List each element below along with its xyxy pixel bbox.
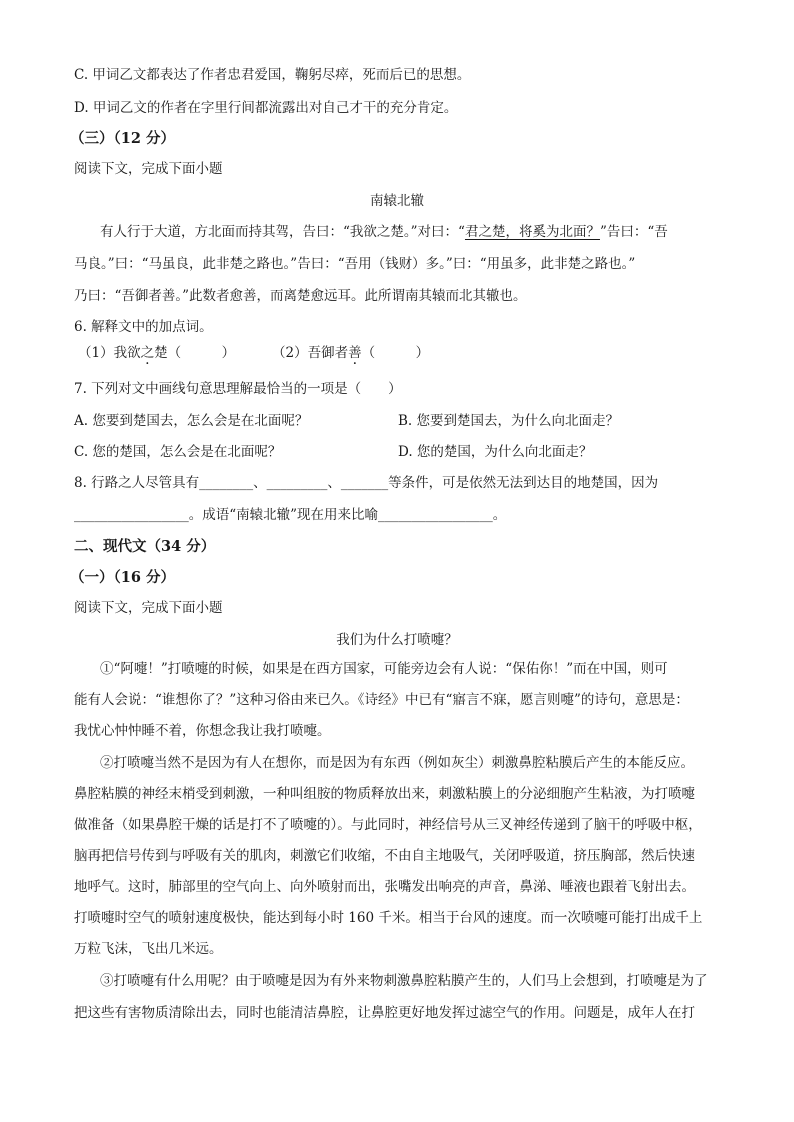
option-c: C. 甲词乙文都表达了作者忠君爱国，鞠躬尽瘁，死而后已的思想。: [74, 67, 471, 83]
question-6-1: （1）我欲之楚（ ）: [78, 345, 236, 361]
dotted-word: 之: [140, 345, 155, 361]
paragraph-line: 脑再把信号传到与呼吸有关的肌肉，刺激它们收缩，不由自主地吸气，关闭呼吸道，挤压胸部，然后快速: [74, 848, 695, 864]
underlined-sentence: 君之楚，将奚为北面？: [464, 224, 600, 240]
paragraph-line: 地呼气。这时，肺部里的空气向上、向外喷射而出，张嘴发出响亮的声音，鼻涕、唾液也跟着飞射出去。: [74, 879, 695, 895]
part-2-heading: 二、现代文（34 分）: [74, 538, 216, 555]
passage-title: 南辕北辙: [370, 193, 424, 209]
question-8-line-1: 8. 行路之人尽管具有________、_________、_______等条件，可是依然无法到达目的地楚国，因为: [74, 475, 659, 491]
subsection-1-heading: （一）（16 分）: [70, 569, 175, 586]
paragraph-line: 我忧心忡忡睡不着，你想念我让我打喷嚏。: [74, 723, 331, 739]
question-8-line-2: _________________。成语“南辕北辙”现在用来比喻_________________。: [74, 507, 507, 523]
paragraph-line: 打喷嚏时空气的喷射速度极快，能达到每小时 160 千米。相当于台风的速度。而一次喷嚏可能打出成千上: [74, 910, 703, 926]
question-7: 7. 下列对文中画线句意思理解最恰当的一项是（ ）: [74, 381, 402, 397]
paragraph-line: ①“阿嚏！”打喷嚏的时候，如果是在西方国家，可能旁边会有人说：“保佑你！”而在中国，则可: [100, 661, 668, 677]
section-3-heading: （三）（12 分）: [70, 130, 175, 147]
question-6-2: （2）吾御者善（ ）: [272, 345, 430, 361]
paragraph-line: 万粒飞沫，飞出几米远。: [74, 941, 223, 957]
dotted-word: 善: [348, 345, 362, 361]
passage-text: ”告曰：“吾: [599, 224, 668, 240]
paragraph-line: 做准备（如果鼻腔干燥的话是打不了喷嚏的）。与此同时，神经信号从三叉神经传递到了脑干的呼吸中枢，: [74, 817, 702, 833]
paragraph-line: 把这些有害物质清除出去，同时也能清洁鼻腔，让鼻腔更好地发挥过滤空气的作用。问题是，成年人在打: [74, 1005, 695, 1021]
question-7-option-c: C. 您的楚国，怎么会是在北面呢？: [74, 444, 282, 460]
question-7-option-d: D. 您的楚国，为什么向北面走？: [398, 444, 593, 460]
reading-instruction: 阅读下文，完成下面小题: [74, 161, 223, 177]
question-7-option-b: B. 您要到楚国去，为什么向北面走？: [398, 413, 620, 429]
paragraph-line: ③打喷嚏有什么用呢？由于喷嚏是因为有外来物刺激鼻腔粘膜产生的，人们马上会想到，打喷嚏是为了: [100, 973, 708, 989]
question-7-option-a: A. 您要到楚国去，怎么会是在北面呢？: [74, 413, 309, 429]
option-d: D. 甲词乙文的作者在字里行间都流露出对自己才干的充分肯定。: [74, 100, 458, 116]
passage-line-3: 乃曰：“吾御者善。”此数者愈善，而离楚愈远耳。此所谓南其辕而北其辙也。: [74, 288, 527, 304]
paragraph-line: ②打喷嚏当然不是因为有人在想你，而是因为有东西（例如灰尘）刺激鼻腔粘膜后产生的本能反应。: [100, 755, 694, 771]
paragraph-line: 能有人会说：“谁想你了？”这种习俗由来已久。《诗经》中已有“寤言不寐，愿言则嚏”的诗句，意思是：: [74, 692, 689, 708]
passage-line-2: 马良。”曰：“马虽良，此非楚之路也。”告曰：“吾用（钱财）多。”曰：“用虽多，此非楚之路也。”: [74, 256, 636, 272]
passage-text: 有人行于大道，方北面而持其驾，告曰：“我欲之楚。”对曰：“: [100, 224, 465, 240]
question-6: 6. 解释文中的加点词。: [74, 319, 213, 335]
article-title: 我们为什么打喷嚏？: [336, 632, 458, 648]
passage-line-1: [100, 226, 668, 240]
reading-instruction: 阅读下文，完成下面小题: [74, 600, 223, 616]
paragraph-line: 鼻腔粘膜的神经末梢受到刺激，一种叫组胺的物质释放出来，刺激粘膜上的分泌细胞产生粘液，为打喷嚏: [74, 786, 695, 802]
